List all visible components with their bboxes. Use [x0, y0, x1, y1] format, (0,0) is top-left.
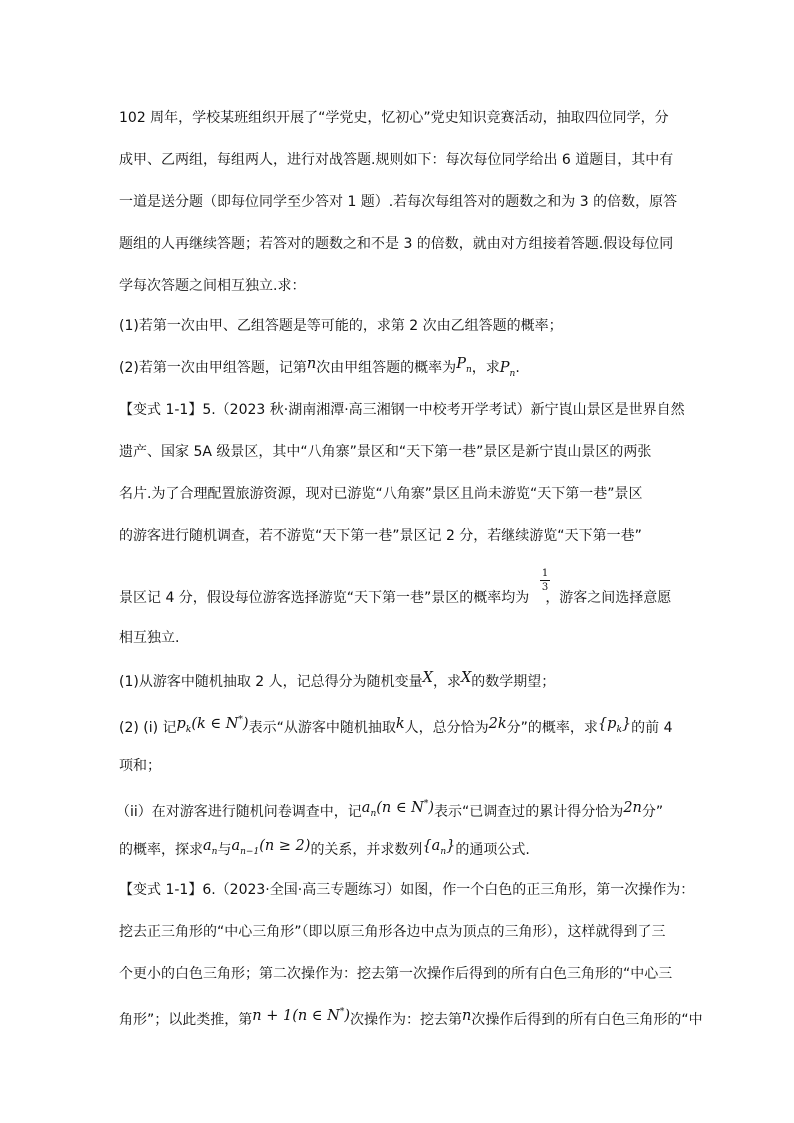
math-k: k [395, 715, 405, 732]
math-2k: 2k [488, 715, 507, 732]
math-a: a [361, 799, 371, 816]
math-open: {p [597, 715, 617, 732]
text: (2) (i) 记 [119, 719, 177, 736]
text: (1)从游客中随机抽取 2 人，记总得分为随机变量 [119, 674, 423, 690]
fraction-numerator: 1 [541, 568, 549, 579]
text: 表示“已调查过的累计得分恰为 [434, 803, 624, 820]
math-P [456, 356, 472, 375]
text-line-3: 一道是送分题（即每位同学至少答对 1 题）.若每次每组答对的题数之和为 3 的倍数，原答 [119, 194, 678, 210]
math-X: X [422, 670, 433, 686]
text-line-9: 遗产、国家 5A 级景区，其中“八角寨”景区和“天下第一巷”景区是新宁崀山景区的两张 [119, 444, 652, 460]
text-line-21: 个更小的白色三角形；第二次操作为：挖去第一次操作后得到的所有白色三角形的“中心三 [119, 966, 673, 982]
math-an [203, 838, 218, 857]
text: 表示“从游客中随机抽取 [248, 719, 396, 736]
math-domain: (n ∈ N [376, 799, 424, 816]
variant-heading-6: 【变式 1-1】6.（2023·全国·高三专题练习）如图，作一个白色的正三角形，第一次操作为： [119, 882, 695, 898]
math-sub: k [616, 724, 622, 735]
text-line-11: 的游客进行随机调查，若不游览“天下第一巷”景区记 2 分，若继续游览“天下第一巷” [119, 528, 642, 544]
math-an-1 [231, 838, 311, 857]
math-sup: * [339, 1007, 345, 1017]
text: 分” [641, 803, 664, 820]
math-close: } [621, 715, 632, 732]
fraction-one-third [540, 568, 550, 593]
text-line-10: 名片.为了合理配置旅游资源，现对已游览“八角寨”景区且尚未游览“天下第一巷”景区 [119, 486, 643, 502]
math-cond: (n ≥ 2) [259, 838, 311, 854]
text: 人，总分恰为 [404, 719, 489, 736]
text: ，求 [471, 360, 500, 376]
text-line-2: 成甲、乙两组，每组两人，进行对战答题.规则如下：每次每位同学给出 6 道题目，其中有 [119, 152, 674, 168]
text: 的通项公式. [455, 842, 530, 858]
text: 的前 4 [631, 719, 673, 736]
text-line-4: 题组的人再继续答题；若答对的题数之和不是 3 的倍数，就由对方组接着答题.假设每位同 [119, 236, 674, 252]
text: 角形”；以此类推，第 [119, 1011, 253, 1028]
math-P-base: P [499, 360, 510, 376]
math-close: ) [428, 799, 435, 816]
math-n: n [462, 1007, 472, 1024]
question-2-ii [116, 798, 663, 828]
math-pk-seq [597, 715, 632, 735]
text: （ii）在对游客进行随机问卷调查中，记 [116, 803, 362, 820]
text: 分”的概率，求 [506, 719, 598, 736]
question-2-i [119, 714, 673, 744]
text: (2)若第一次由甲组答题，记第 [119, 360, 307, 376]
math-2n: 2n [623, 799, 642, 816]
question-1: (1)若第一次由甲、乙组答题是等可能的，求第 2 次由乙组答题的概率； [119, 318, 563, 334]
math-sup: * [423, 799, 429, 809]
math-P-sub: n [509, 368, 516, 379]
math-pk-def [176, 715, 249, 735]
math-X: X [460, 670, 472, 686]
math-P-base: P [456, 356, 466, 372]
text-line-22 [119, 1006, 703, 1030]
math-sup: * [238, 715, 243, 725]
text-line-18 [119, 840, 530, 866]
question-2 [119, 358, 520, 384]
text: 的数学期望； [471, 674, 556, 690]
text-line-13: 相互独立. [119, 630, 180, 646]
text-line-1: 102 周年，学校某班组织开展了“学党史，忆初心”党史知识竞赛活动，抽取四位同学，分 [119, 110, 669, 126]
math-expr: n + 1(n ∈ N [252, 1007, 340, 1024]
math-sub: n [211, 846, 218, 857]
text-line-12 [119, 588, 671, 608]
math-an-def [361, 799, 435, 819]
math-close: ) [344, 1007, 351, 1024]
text-line-5: 学每次答题之间相互独立.求： [119, 278, 306, 294]
math-P [499, 360, 516, 379]
math-n-plus-1 [252, 1008, 350, 1024]
math-P-sub: n [465, 364, 472, 375]
fraction-denominator: 3 [541, 582, 549, 593]
text: 次操作为：挖去第 [350, 1011, 463, 1028]
math-p: p [176, 715, 186, 732]
math-a: a [203, 838, 212, 854]
math-close: } [446, 838, 456, 854]
math-sub: n [370, 808, 377, 819]
variant-heading-5: 【变式 1-1】5.（2023 秋·湖南湘潭·高三湘钢一中校考开学考试）新宁崀山景区是世界自然 [119, 402, 685, 418]
math-sub: n [440, 846, 447, 857]
text: 次由甲组答题的概率为 [316, 360, 457, 376]
math-domain: (k ∈ N [191, 715, 239, 732]
math-close: ) [242, 715, 249, 732]
text: 的概率，探求 [119, 842, 203, 858]
text-line-16: 项和； [119, 758, 161, 774]
fraction-bar [540, 580, 550, 581]
text: . [515, 360, 520, 376]
text: 与 [217, 842, 232, 858]
text: 景区记 4 分，假设每位游客选择游览“天下第一巷”景区的概率均为 [119, 590, 530, 606]
text: 的关系，并求数列 [310, 842, 423, 858]
math-sub: n−1 [240, 846, 260, 857]
math-an-seq [422, 838, 456, 857]
text: 次操作后得到的所有白色三角形的“中 [471, 1011, 703, 1028]
text-line-20: 挖去正三角形的“中心三角形”（即以原三角形各边中点为顶点的三角形），这样就得到了三 [119, 924, 666, 940]
question-1-variant [119, 672, 555, 692]
math-sub: k [185, 724, 192, 735]
text: ，求 [432, 674, 461, 690]
math-open: {a [422, 838, 441, 854]
text: ，游客之间选择意愿 [545, 590, 672, 606]
math-n: n [306, 356, 317, 372]
math-a: a [231, 838, 241, 854]
